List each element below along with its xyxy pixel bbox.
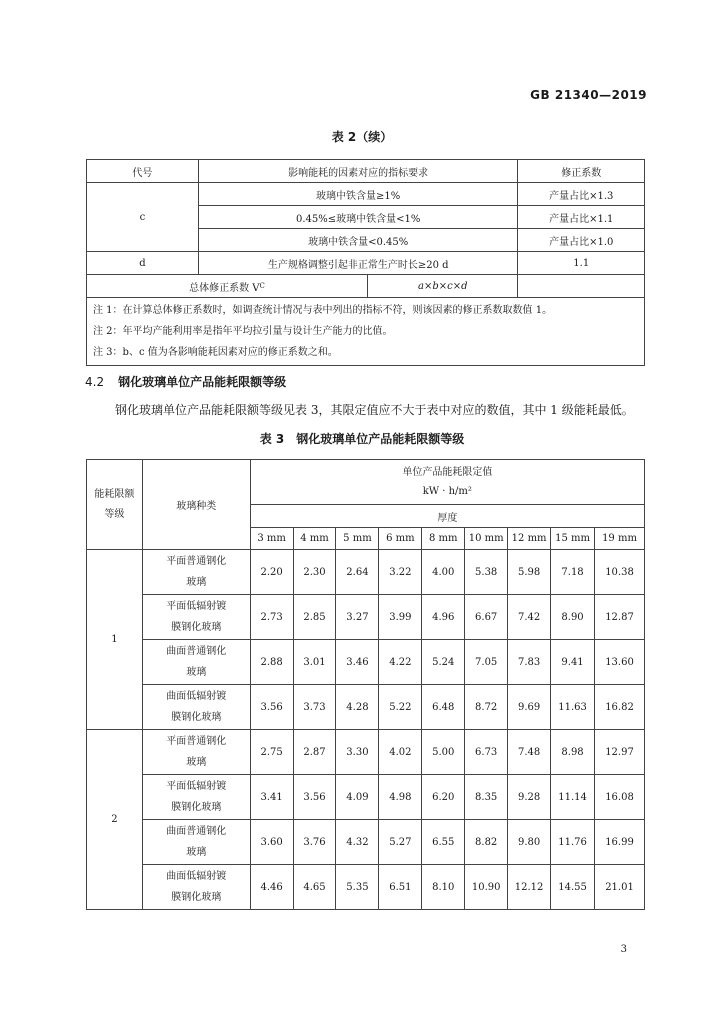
table2-req-cell: 0.45%≤玻璃中铁含量<1% [198,206,518,229]
glass-type-text: 曲面普通钢化玻璃 [166,646,227,678]
table2-header-requirement: 影响能耗的因素对应的指标要求 [198,160,518,183]
table-row [87,820,645,865]
table2-notes [87,298,645,366]
value-cell: 9.80 [508,820,551,865]
table2-header-row [87,160,645,183]
table2-req-cell: 生产规格调整引起非正常生产时长≥20 d [198,252,518,275]
table-row [87,775,645,820]
value-cell: 2.73 [250,595,293,640]
value-cell: 6.55 [422,820,465,865]
value-cell: 8.10 [422,865,465,910]
table3-header-grade [87,460,143,550]
glass-type-text: 平面低辐射镀膜钢化玻璃 [166,781,227,813]
table2-coef-cell: 1.1 [518,252,645,275]
table2-req-cell: 玻璃中铁含量≥1% [198,183,518,206]
glass-type-cell [142,730,250,775]
value-cell: 3.46 [336,640,379,685]
table2-header-code: 代号 [87,160,199,183]
value-cell: 5.22 [379,685,422,730]
thickness-header: 10 mm [465,528,508,550]
value-cell: 11.14 [551,775,595,820]
table2-header-coefficient: 修正系数 [518,160,645,183]
glass-type-text: 平面普通钢化玻璃 [166,556,227,588]
section-heading [85,373,286,390]
value-cell: 5.00 [422,730,465,775]
glass-type-cell [142,820,250,865]
value-cell: 2.20 [250,550,293,595]
value-cell: 8.72 [465,685,508,730]
thickness-header: 5 mm [336,528,379,550]
value-cell: 3.60 [250,820,293,865]
thickness-header: 6 mm [379,528,422,550]
value-cell: 13.60 [595,640,645,685]
glass-type-text: 曲面低辐射镀膜钢化玻璃 [166,691,227,723]
value-cell: 21.01 [595,865,645,910]
section-paragraph: 钢化玻璃单位产品能耗限额等级见表 3，其限定值应不大于表中对应的数值，其中 1 级能耗最低。 [115,403,634,417]
value-cell: 6.51 [379,865,422,910]
table2-total-row [87,275,645,298]
grade-cell: 2 [87,730,143,910]
value-cell: 5.38 [465,550,508,595]
table-row [87,640,645,685]
value-cell: 6.20 [422,775,465,820]
thickness-header: 3 mm [250,528,293,550]
table-row [87,685,645,730]
total-label-text: 总体修正系数 V [189,282,260,294]
table3-caption: 表 3 钢化玻璃单位产品能耗限额等级 [259,432,465,446]
total-label-subscript: C [259,282,265,290]
glass-type-text: 平面低辐射镀膜钢化玻璃 [166,601,227,633]
table-row [87,730,645,775]
value-cell: 9.69 [508,685,551,730]
value-cell: 4.22 [379,640,422,685]
value-cell: 3.56 [293,775,336,820]
glass-type-cell [142,550,250,595]
value-cell: 14.55 [551,865,595,910]
value-cell: 16.99 [595,820,645,865]
value-cell: 8.90 [551,595,595,640]
thickness-header: 12 mm [508,528,551,550]
value-cell: 12.87 [595,595,645,640]
table2-coef-cell: 产量占比×1.0 [518,229,645,252]
value-cell: 8.98 [551,730,595,775]
value-cell: 7.18 [551,550,595,595]
limit-unit-text: kW · h/m² [422,486,472,497]
value-cell: 7.05 [465,640,508,685]
value-cell: 9.28 [508,775,551,820]
value-cell: 4.98 [379,775,422,820]
value-cell: 4.02 [379,730,422,775]
section-title: 钢化玻璃单位产品能耗限额等级 [118,375,287,389]
glass-type-cell [142,640,250,685]
value-cell: 3.76 [293,820,336,865]
table3-header-thickness: 厚度 [250,505,644,528]
value-cell: 7.83 [508,640,551,685]
standard-number: GB 21340—2019 [530,88,647,102]
table2-coef-cell: 产量占比×1.3 [518,183,645,206]
value-cell: 12.97 [595,730,645,775]
glass-type-text: 曲面低辐射镀膜钢化玻璃 [166,871,227,903]
table2-total-blank [518,275,645,298]
glass-type-text: 曲面普通钢化玻璃 [166,826,227,858]
table-row [87,865,645,910]
table-row [87,595,645,640]
table2-note-3: 注 3：b、c 值为各影响能耗因素对应的修正系数之和。 [93,347,338,358]
table-row [87,252,645,275]
value-cell: 10.90 [465,865,508,910]
thickness-header: 15 mm [551,528,595,550]
table2-note-2: 注 2：年平均产能利用率是指年平均拉引量与设计生产能力的比值。 [93,326,393,337]
value-cell: 16.08 [595,775,645,820]
value-cell: 4.00 [422,550,465,595]
value-cell: 5.27 [379,820,422,865]
value-cell: 4.46 [250,865,293,910]
value-cell: 9.41 [551,640,595,685]
value-cell: 2.85 [293,595,336,640]
glass-type-text: 平面普通钢化玻璃 [166,736,227,768]
thickness-header: 19 mm [595,528,645,550]
glass-type-cell [142,685,250,730]
value-cell: 2.88 [250,640,293,685]
value-cell: 10.38 [595,550,645,595]
table2-coef-cell: 产量占比×1.1 [518,206,645,229]
value-cell: 4.32 [336,820,379,865]
thickness-header: 8 mm [422,528,465,550]
table2-total-label [87,275,368,297]
value-cell: 3.41 [250,775,293,820]
value-cell: 7.42 [508,595,551,640]
value-cell: 6.67 [465,595,508,640]
value-cell: 3.56 [250,685,293,730]
table2-caption: 表 2（续） [331,130,393,144]
value-cell: 4.65 [293,865,336,910]
value-cell: 7.48 [508,730,551,775]
value-cell: 5.98 [508,550,551,595]
glass-type-cell [142,775,250,820]
value-cell: 3.27 [336,595,379,640]
value-cell: 5.35 [336,865,379,910]
grade-header-text: 能耗限额等级 [94,488,135,520]
table2-note-1: 注 1：在计算总体修正系数时，如调查统计情况与表中列出的指标不符，则该因素的修正系数取数值 1。 [93,305,553,316]
value-cell: 6.73 [465,730,508,775]
table2-code-cell: d [87,252,199,275]
value-cell: 6.48 [422,685,465,730]
value-cell: 3.30 [336,730,379,775]
page-number: 3 [620,944,627,955]
grade-cell: 1 [87,550,143,730]
value-cell: 2.87 [293,730,336,775]
value-cell: 4.96 [422,595,465,640]
value-cell: 3.73 [293,685,336,730]
value-cell: 2.30 [293,550,336,595]
total-formula-text: a×b×c×d [417,280,468,292]
table3 [86,459,645,910]
glass-type-cell [142,865,250,910]
value-cell: 11.76 [551,820,595,865]
thickness-header: 4 mm [293,528,336,550]
value-cell: 11.63 [551,685,595,730]
table3-body [87,550,645,910]
value-cell: 3.99 [379,595,422,640]
table2-total-cell [87,275,518,298]
table2 [86,159,645,366]
table3-header-limit [250,460,644,505]
table2-notes-row [87,298,645,366]
table2-code-cell: c [87,183,199,252]
value-cell: 3.22 [379,550,422,595]
value-cell: 3.01 [293,640,336,685]
value-cell: 4.28 [336,685,379,730]
section-number: 4.2 [85,375,105,389]
table2-req-cell: 玻璃中铁含量<0.45% [198,229,518,252]
table3-header-row-1 [87,460,645,505]
table-row [87,183,645,206]
value-cell: 2.75 [250,730,293,775]
table-row [87,550,645,595]
table3-header-type: 玻璃种类 [142,460,250,550]
value-cell: 12.12 [508,865,551,910]
value-cell: 4.09 [336,775,379,820]
limit-header-text: 单位产品能耗限定值 [402,467,493,478]
value-cell: 2.64 [336,550,379,595]
table2-total-formula [368,275,517,297]
value-cell: 8.35 [465,775,508,820]
value-cell: 16.82 [595,685,645,730]
value-cell: 8.82 [465,820,508,865]
value-cell: 5.24 [422,640,465,685]
glass-type-cell [142,595,250,640]
